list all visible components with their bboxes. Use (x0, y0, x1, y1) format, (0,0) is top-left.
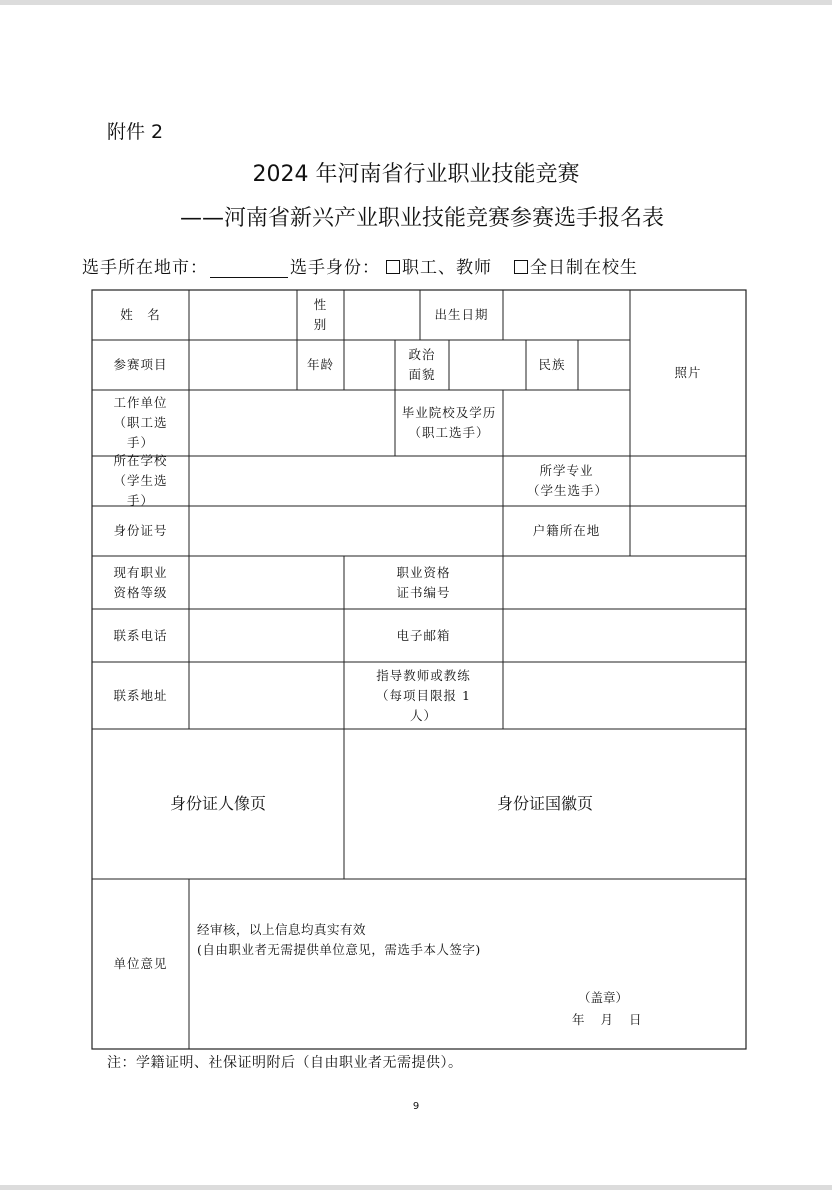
major-field[interactable] (630, 456, 746, 506)
cert-level-field[interactable] (189, 556, 344, 609)
name-label: 姓 名 (120, 307, 161, 322)
household-field[interactable] (630, 506, 746, 556)
email-label: 电子邮箱 (396, 627, 451, 643)
seal-label: （盖章） (578, 990, 629, 1005)
gender-label: 性别 (313, 297, 328, 332)
opinion-line-2: (自由职业者无需提供单位意见，需选手本人签字) (197, 942, 481, 957)
phone-field[interactable] (189, 609, 344, 662)
political-label: 政治面貌 (408, 347, 436, 382)
phone-label: 联系电话 (113, 627, 168, 643)
event-label: 参赛项目 (113, 357, 168, 372)
id-number-label: 身份证号 (113, 523, 168, 538)
page-number: 9 (412, 1101, 420, 1112)
work-unit-label: 工作单位（职工选手） (113, 395, 168, 450)
date-label: 年 月 日 (572, 1012, 642, 1027)
attachment-label: 附件 2 (107, 121, 164, 143)
checkbox-student[interactable] (514, 260, 528, 274)
graduate-label: 毕业院校及学历（职工选手） (401, 405, 497, 440)
option-student: 全日制在校生 (530, 258, 638, 278)
birth-date-label: 出生日期 (434, 307, 489, 322)
address-label: 联系地址 (113, 687, 168, 703)
opinion-text (197, 920, 481, 960)
identity-label: 选手身份： (290, 258, 380, 278)
school-field[interactable] (189, 456, 503, 506)
id-emblem-area[interactable]: 身份证国徽页 (496, 794, 593, 813)
id-number-field[interactable] (189, 506, 503, 556)
age-field[interactable] (344, 340, 395, 390)
coach-field[interactable] (503, 662, 746, 729)
opinion-line-1: 经审核，以上信息均真实有效 (197, 922, 367, 937)
checkbox-worker[interactable] (386, 260, 400, 274)
cert-level-label: 现有职业资格等级 (113, 564, 168, 600)
footnote: 注：学籍证明、社保证明附后（自由职业者无需提供）。 (107, 1055, 463, 1071)
title-line-2: ——河南省新兴产业职业技能竞赛参赛选手报名表 (180, 206, 665, 231)
school-label: 所在学校（学生选手） (113, 453, 168, 508)
unit-opinion-label: 单位意见 (113, 956, 168, 971)
age-label: 年龄 (306, 357, 334, 372)
address-field[interactable] (189, 662, 344, 729)
coach-label: 指导教师或教练（每项目限报 1 人） (376, 667, 471, 723)
household-label: 户籍所在地 (532, 523, 601, 538)
id-portrait-area[interactable]: 身份证人像页 (169, 794, 266, 813)
birth-date-field[interactable] (503, 290, 630, 340)
cert-number-field[interactable] (503, 556, 746, 609)
graduate-field[interactable] (503, 390, 630, 456)
name-field[interactable] (189, 290, 297, 340)
ethnicity-field[interactable] (578, 340, 630, 390)
email-field[interactable] (503, 609, 746, 662)
photo-box[interactable]: 照片 (674, 365, 702, 380)
option-worker: 职工、教师 (402, 258, 492, 278)
title-line-1: 2024 年河南省行业职业技能竞赛 (252, 162, 580, 187)
event-field[interactable] (189, 340, 297, 390)
political-field[interactable] (449, 340, 526, 390)
city-blank[interactable] (210, 261, 288, 278)
cert-number-label: 职业资格证书编号 (396, 564, 451, 600)
info-line (82, 253, 638, 278)
work-unit-field[interactable] (189, 390, 395, 456)
ethnicity-label: 民族 (538, 357, 566, 372)
gender-field[interactable] (344, 290, 420, 340)
major-label: 所学专业（学生选手） (527, 463, 609, 498)
city-label: 选手所在地市： (82, 258, 208, 278)
